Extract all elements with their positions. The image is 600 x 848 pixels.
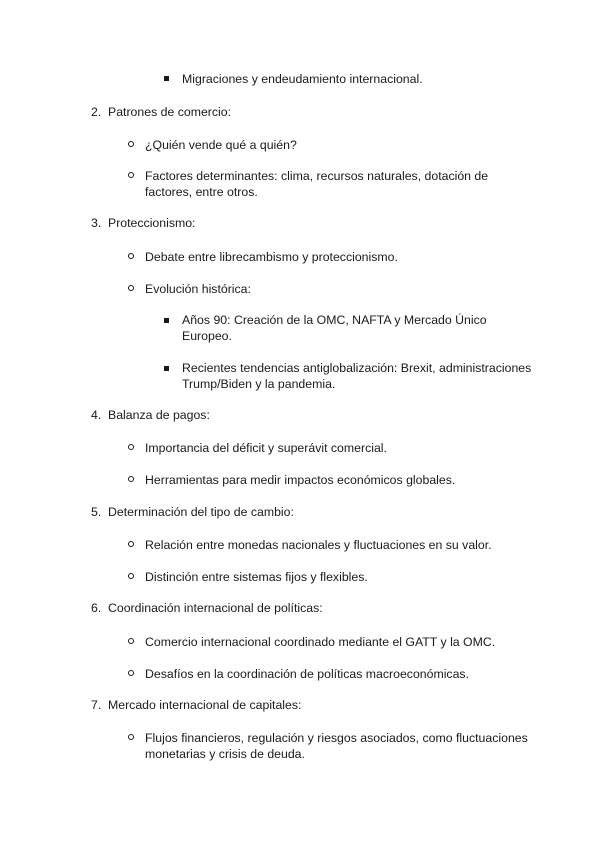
circle-bullet-icon [128,444,134,450]
list-item-text: Años 90: Creación de la OMC, NAFTA y Mercado Único [182,313,487,327]
list-item-text: Recientes tendencias antiglobalización: Brexit, administraciones [182,361,532,375]
circle-bullet-icon [128,172,134,178]
list-number: 7. [91,698,102,712]
square-bullet-icon [164,76,169,81]
circle-bullet-icon [128,734,134,740]
list-number: 6. [91,601,102,615]
list-item-text: Comercio internacional coordinado mediante el GATT y la OMC. [145,635,496,649]
section-title: Patrones de comercio: [108,105,232,119]
list-item-text: Flujos financieros, regulación y riesgos asociados, como fluctuaciones [145,731,528,745]
list-number: 5. [91,505,102,519]
list-number: 4. [91,408,102,422]
circle-bullet-icon [128,253,134,259]
circle-bullet-icon [128,638,134,644]
circle-bullet-icon [128,285,134,291]
list-item-text: Importancia del déficit y superávit comercial. [145,441,387,455]
list-item-text: Desafíos en la coordinación de políticas macroeconómicas. [145,667,469,681]
list-item-text: Trump/Biden y la pandemia. [182,377,336,391]
section-title: Determinación del tipo de cambio: [108,505,294,519]
square-bullet-icon [164,318,169,323]
list-item-text: Evolución histórica: [145,282,251,296]
square-bullet-icon [164,366,169,371]
list-item-text: ¿Quién vende qué a quién? [145,138,297,152]
circle-bullet-icon [128,476,134,482]
list-number: 2. [91,105,102,119]
section-title: Balanza de pagos: [108,408,210,422]
list-item-text: Factores determinantes: clima, recursos naturales, dotación de [145,169,489,183]
section-title: Mercado internacional de capitales: [108,698,302,712]
circle-bullet-icon [128,141,134,147]
list-item-text: factores, entre otros. [145,185,258,199]
list-item-text: Relación entre monedas nacionales y fluctuaciones en su valor. [145,538,492,552]
circle-bullet-icon [128,670,134,676]
list-item-text: Debate entre librecambismo y proteccionismo. [145,250,398,264]
circle-bullet-icon [128,541,134,547]
section-title: Coordinación internacional de políticas: [108,601,323,615]
list-item-text: monetarias y crisis de deuda. [145,747,305,761]
circle-bullet-icon [128,573,134,579]
list-item-text: Herramientas para medir impactos económicos globales. [145,473,456,487]
list-item-text: Europeo. [182,329,232,343]
list-item-text: Distinción entre sistemas fijos y flexibles. [145,570,368,584]
section-title: Proteccionismo: [108,216,196,230]
list-item-text: Migraciones y endeudamiento internacional. [182,72,423,86]
list-number: 3. [91,216,102,230]
